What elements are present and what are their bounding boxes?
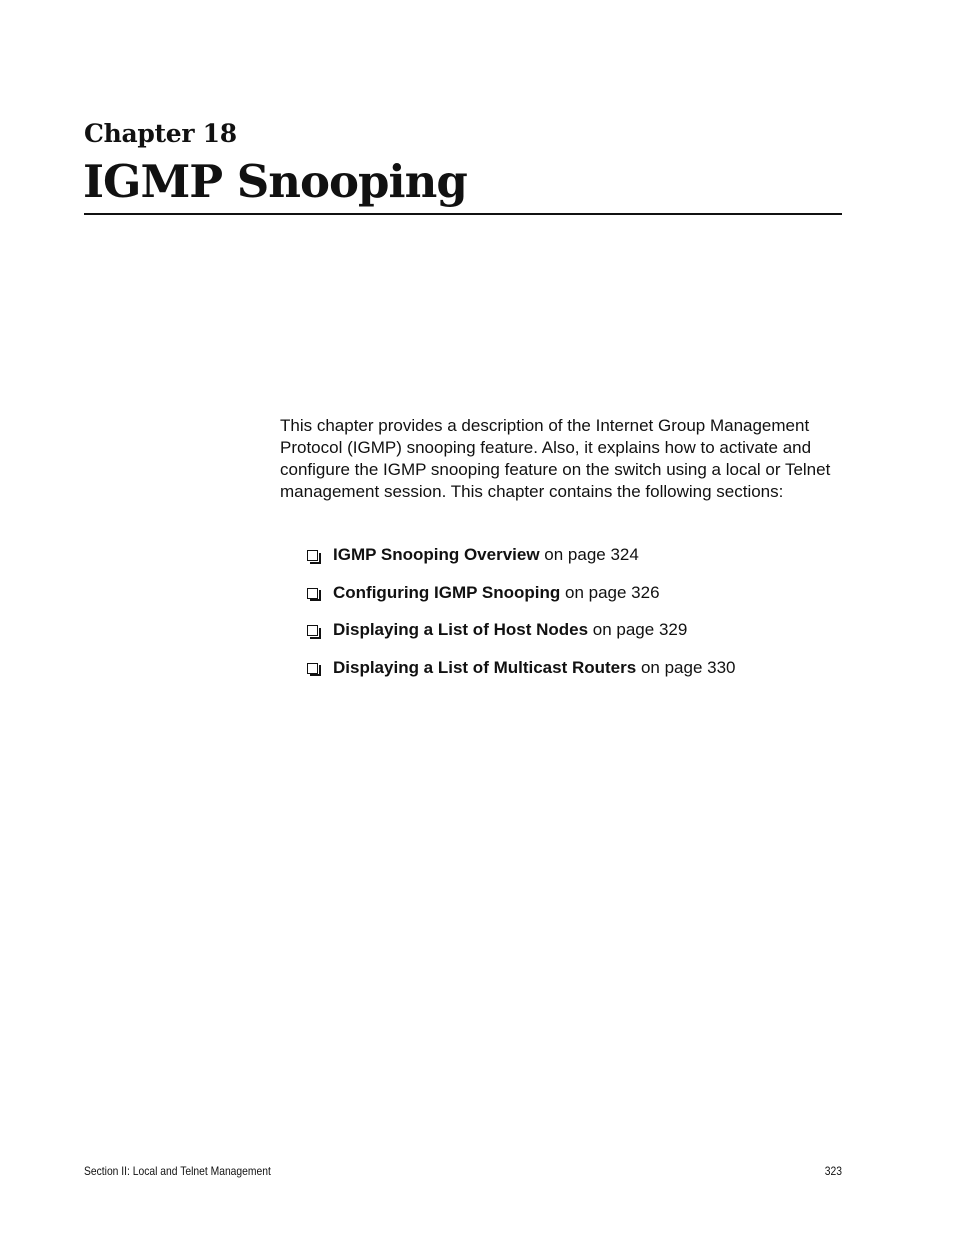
list-item xyxy=(307,656,735,694)
page-reference: on page 330 xyxy=(636,657,736,677)
footer-section-name: Section II: Local and Telnet Management xyxy=(84,1164,271,1178)
list-item xyxy=(307,618,735,656)
section-link-title[interactable]: IGMP Snooping Overview xyxy=(333,545,540,564)
checkbox-square-icon xyxy=(307,663,318,674)
checkbox-square-icon xyxy=(307,588,318,599)
section-link-title[interactable]: Displaying a List of Host Nodes xyxy=(333,620,589,639)
section-list xyxy=(307,543,735,693)
chapter-title: IGMP Snooping xyxy=(83,155,467,208)
page-reference: on page 324 xyxy=(539,545,639,564)
page-reference: on page 326 xyxy=(560,582,660,602)
list-item xyxy=(307,581,735,619)
checkbox-square-icon xyxy=(307,550,318,561)
list-item xyxy=(307,543,735,581)
page-reference: on page 329 xyxy=(588,620,688,639)
section-link-title[interactable]: Configuring IGMP Snooping xyxy=(333,582,561,602)
intro-paragraph: This chapter provides a description of the Internet Group Management Protocol (IGMP) snooping feature. Also, it explains how to activate and configure the IGMP snooping feature on the switch using a local or Telnet management session. This chapter contains the following sections: xyxy=(280,416,831,501)
footer-page-number: 323 xyxy=(824,1164,842,1178)
chapter-label: Chapter 18 xyxy=(84,119,237,148)
section-link-title[interactable]: Displaying a List of Multicast Routers xyxy=(333,657,637,677)
checkbox-square-icon xyxy=(307,625,318,636)
title-rule xyxy=(84,213,842,215)
